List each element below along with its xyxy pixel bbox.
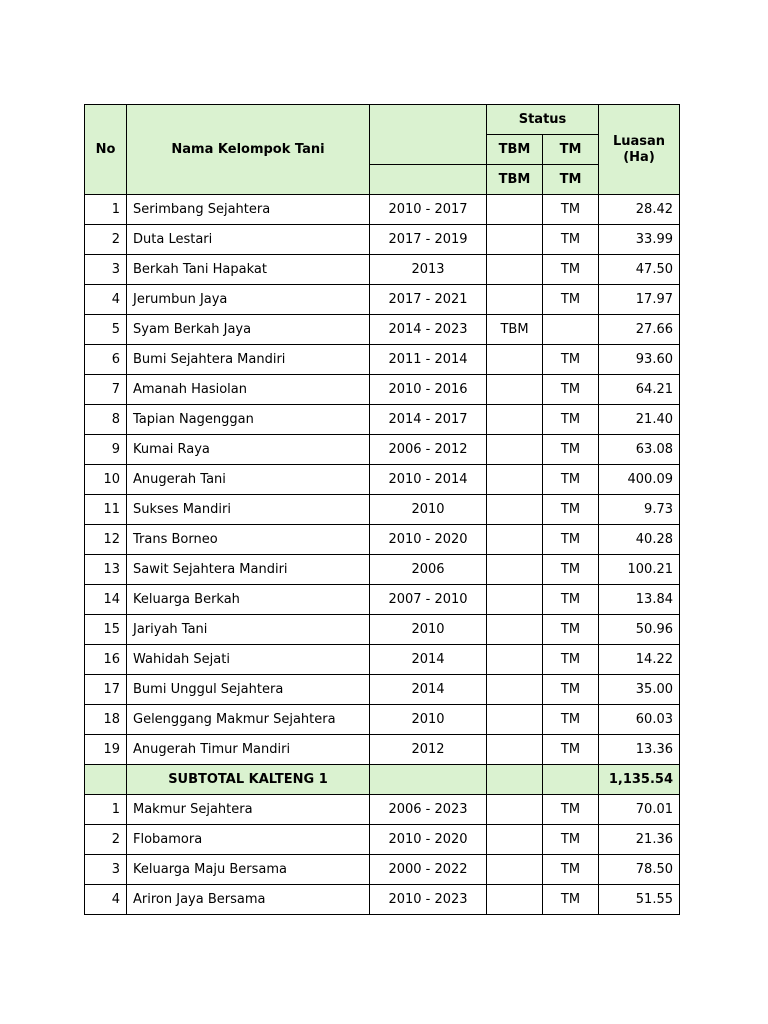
cell-tbm: [487, 795, 543, 825]
cell-tbm: [487, 195, 543, 225]
table-row: [85, 465, 680, 495]
table-row: [85, 675, 680, 705]
table-row: [85, 495, 680, 525]
cell-year: 2006 - 2023: [370, 795, 487, 825]
cell-year: 2010 - 2020: [370, 825, 487, 855]
cell-year: 2010: [370, 705, 487, 735]
cell-tbm: [487, 435, 543, 465]
table-row: [85, 375, 680, 405]
cell-name: Flobamora: [127, 825, 370, 855]
cell-tm: TM: [543, 855, 599, 885]
cell-area: 47.50: [599, 255, 680, 285]
cell-name: Wahidah Sejati: [127, 645, 370, 675]
table-row: [85, 885, 680, 915]
cell-tm: TM: [543, 885, 599, 915]
cell-tm: TM: [543, 525, 599, 555]
cell-tbm: [487, 735, 543, 765]
cell-area: 35.00: [599, 675, 680, 705]
header-status: Status: [487, 105, 599, 135]
cell-year: 2010 - 2017: [370, 195, 487, 225]
table-row: [85, 435, 680, 465]
cell-tbm: [487, 495, 543, 525]
cell-tbm: TBM: [487, 315, 543, 345]
cell-tbm: [487, 675, 543, 705]
cell-tbm: [487, 405, 543, 435]
table-row: [85, 525, 680, 555]
cell-tm: TM: [543, 675, 599, 705]
cell-no: 2: [85, 825, 127, 855]
cell-tm: TM: [543, 255, 599, 285]
header-area-line2: (Ha): [623, 149, 655, 165]
cell-no: 13: [85, 555, 127, 585]
cell-area: 13.84: [599, 585, 680, 615]
cell-area: 93.60: [599, 345, 680, 375]
cell-name: Keluarga Maju Bersama: [127, 855, 370, 885]
cell-year: 2010 - 2023: [370, 885, 487, 915]
cell-no: 9: [85, 435, 127, 465]
header-tbm-2: TBM: [487, 165, 543, 195]
cell-tbm: [487, 525, 543, 555]
cell-name: Kumai Raya: [127, 435, 370, 465]
cell-name: Tapian Nagenggan: [127, 405, 370, 435]
cell-name: Anugerah Timur Mandiri: [127, 735, 370, 765]
cell-name: Trans Borneo: [127, 525, 370, 555]
cell-tbm: [487, 465, 543, 495]
cell-tbm: [487, 375, 543, 405]
cell-tm: TM: [543, 705, 599, 735]
cell-area: 100.21: [599, 555, 680, 585]
cell-tm: TM: [543, 195, 599, 225]
header-area: [599, 105, 680, 195]
cell-area: 21.40: [599, 405, 680, 435]
farmer-group-table: [84, 104, 680, 915]
cell-tbm: [487, 615, 543, 645]
cell-area: 14.22: [599, 645, 680, 675]
cell-area: 13.36: [599, 735, 680, 765]
table-row: [85, 225, 680, 255]
cell-year: 2006: [370, 555, 487, 585]
cell-name: Bumi Unggul Sejahtera: [127, 675, 370, 705]
subtotal-label: SUBTOTAL KALTENG 1: [127, 765, 370, 795]
subtotal-row: [85, 765, 680, 795]
header-area-line1: Luasan: [612, 133, 666, 149]
table-row: [85, 705, 680, 735]
cell-area: 33.99: [599, 225, 680, 255]
cell-no: 19: [85, 735, 127, 765]
cell-no: 1: [85, 795, 127, 825]
subtotal-no: [85, 765, 127, 795]
cell-tbm: [487, 345, 543, 375]
cell-name: Keluarga Berkah: [127, 585, 370, 615]
cell-year: 2014: [370, 645, 487, 675]
cell-area: 50.96: [599, 615, 680, 645]
cell-tm: TM: [543, 495, 599, 525]
header-row-1: [85, 105, 680, 135]
cell-year: 2014 - 2017: [370, 405, 487, 435]
cell-name: Jariyah Tani: [127, 615, 370, 645]
table-row: [85, 645, 680, 675]
table-row: [85, 825, 680, 855]
cell-no: 8: [85, 405, 127, 435]
cell-area: 9.73: [599, 495, 680, 525]
cell-no: 3: [85, 255, 127, 285]
cell-year: 2010: [370, 495, 487, 525]
table-row: [85, 345, 680, 375]
cell-area: 27.66: [599, 315, 680, 345]
cell-tbm: [487, 225, 543, 255]
header-year-blank: [370, 105, 487, 165]
cell-year: 2010: [370, 615, 487, 645]
header-no: No: [85, 105, 127, 195]
cell-no: 10: [85, 465, 127, 495]
header-tbm: TBM: [487, 135, 543, 165]
subtotal-tbm: [487, 765, 543, 795]
header-tm: TM: [543, 135, 599, 165]
cell-name: Anugerah Tani: [127, 465, 370, 495]
cell-no: 4: [85, 885, 127, 915]
cell-area: 63.08: [599, 435, 680, 465]
cell-area: 51.55: [599, 885, 680, 915]
cell-tm: TM: [543, 285, 599, 315]
cell-name: Makmur Sejahtera: [127, 795, 370, 825]
cell-tm: TM: [543, 795, 599, 825]
header-year-blank-2: [370, 165, 487, 195]
cell-area: 28.42: [599, 195, 680, 225]
cell-year: 2000 - 2022: [370, 855, 487, 885]
cell-name: Duta Lestari: [127, 225, 370, 255]
cell-name: Gelenggang Makmur Sejahtera: [127, 705, 370, 735]
table-row: [85, 585, 680, 615]
table-row: [85, 255, 680, 285]
cell-year: 2011 - 2014: [370, 345, 487, 375]
table-row: [85, 615, 680, 645]
table-row: [85, 795, 680, 825]
cell-name: Sawit Sejahtera Mandiri: [127, 555, 370, 585]
cell-no: 12: [85, 525, 127, 555]
cell-year: 2007 - 2010: [370, 585, 487, 615]
cell-year: 2014: [370, 675, 487, 705]
subtotal-tm: [543, 765, 599, 795]
cell-area: 60.03: [599, 705, 680, 735]
table-row: [85, 315, 680, 345]
cell-tbm: [487, 285, 543, 315]
cell-no: 3: [85, 855, 127, 885]
cell-no: 1: [85, 195, 127, 225]
cell-no: 17: [85, 675, 127, 705]
cell-name: Syam Berkah Jaya: [127, 315, 370, 345]
table-row: [85, 405, 680, 435]
cell-no: 11: [85, 495, 127, 525]
cell-year: 2014 - 2023: [370, 315, 487, 345]
cell-no: 4: [85, 285, 127, 315]
cell-area: 64.21: [599, 375, 680, 405]
cell-year: 2017 - 2021: [370, 285, 487, 315]
cell-name: Berkah Tani Hapakat: [127, 255, 370, 285]
header-name: Nama Kelompok Tani: [127, 105, 370, 195]
cell-no: 18: [85, 705, 127, 735]
cell-tm: TM: [543, 345, 599, 375]
table-row: [85, 735, 680, 765]
cell-name: Amanah Hasiolan: [127, 375, 370, 405]
table-row: [85, 285, 680, 315]
cell-year: 2013: [370, 255, 487, 285]
cell-tm: TM: [543, 405, 599, 435]
cell-year: 2017 - 2019: [370, 225, 487, 255]
cell-area: 70.01: [599, 795, 680, 825]
cell-tbm: [487, 255, 543, 285]
cell-name: Sukses Mandiri: [127, 495, 370, 525]
cell-area: 400.09: [599, 465, 680, 495]
cell-name: Bumi Sejahtera Mandiri: [127, 345, 370, 375]
table-row: [85, 195, 680, 225]
cell-no: 5: [85, 315, 127, 345]
cell-name: Jerumbun Jaya: [127, 285, 370, 315]
cell-area: 40.28: [599, 525, 680, 555]
cell-tm: TM: [543, 375, 599, 405]
cell-tm: TM: [543, 615, 599, 645]
cell-tm: TM: [543, 225, 599, 255]
cell-year: 2012: [370, 735, 487, 765]
cell-tm: TM: [543, 585, 599, 615]
cell-no: 14: [85, 585, 127, 615]
table-row: [85, 855, 680, 885]
cell-tbm: [487, 585, 543, 615]
cell-year: 2010 - 2016: [370, 375, 487, 405]
cell-tm: TM: [543, 645, 599, 675]
cell-tm: TM: [543, 465, 599, 495]
subtotal-year: [370, 765, 487, 795]
cell-area: 17.97: [599, 285, 680, 315]
cell-no: 16: [85, 645, 127, 675]
cell-year: 2010 - 2014: [370, 465, 487, 495]
subtotal-area: 1,135.54: [599, 765, 680, 795]
cell-tm: TM: [543, 735, 599, 765]
cell-year: 2010 - 2020: [370, 525, 487, 555]
table-row: [85, 555, 680, 585]
cell-no: 2: [85, 225, 127, 255]
cell-tbm: [487, 825, 543, 855]
cell-area: 78.50: [599, 855, 680, 885]
cell-tm: TM: [543, 825, 599, 855]
cell-tbm: [487, 855, 543, 885]
cell-tbm: [487, 645, 543, 675]
cell-year: 2006 - 2012: [370, 435, 487, 465]
header-tm-2: TM: [543, 165, 599, 195]
cell-tbm: [487, 555, 543, 585]
cell-name: Serimbang Sejahtera: [127, 195, 370, 225]
cell-tbm: [487, 705, 543, 735]
cell-tm: [543, 315, 599, 345]
cell-no: 7: [85, 375, 127, 405]
cell-no: 6: [85, 345, 127, 375]
cell-tbm: [487, 885, 543, 915]
cell-area: 21.36: [599, 825, 680, 855]
cell-no: 15: [85, 615, 127, 645]
cell-name: Ariron Jaya Bersama: [127, 885, 370, 915]
cell-tm: TM: [543, 555, 599, 585]
cell-tm: TM: [543, 435, 599, 465]
